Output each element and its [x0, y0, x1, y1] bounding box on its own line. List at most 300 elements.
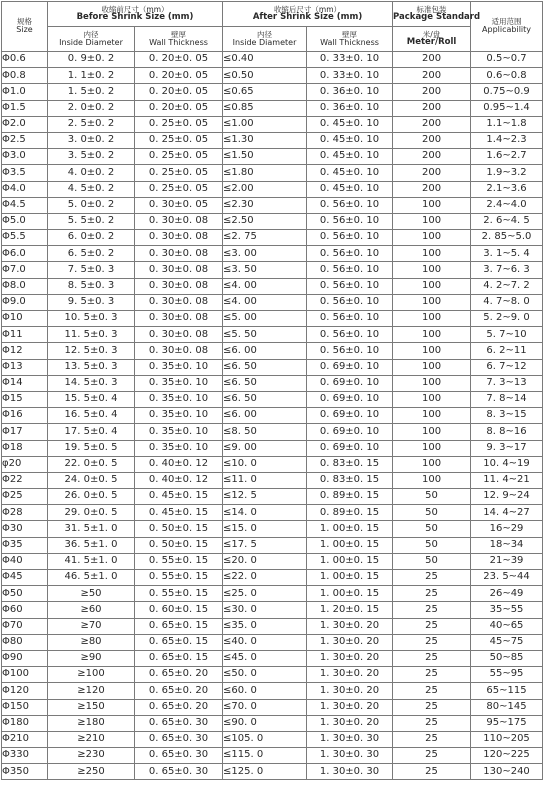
before-inside-cell: 22. 0±0. 5 — [48, 456, 135, 472]
before-inside-cell: 4. 5±0. 2 — [48, 181, 135, 197]
table-row — [2, 278, 543, 294]
table-row — [2, 391, 543, 407]
after-wall-cell: 0. 69±0. 10 — [307, 375, 393, 391]
before-wall-cell: 0. 30±0. 08 — [135, 311, 223, 327]
before-inside-cell: 6. 5±0. 2 — [48, 246, 135, 262]
meter-roll-cell: 25 — [393, 764, 471, 780]
applicability-cell: 80~145 — [471, 699, 543, 715]
size-cell: Φ8.0 — [2, 278, 48, 294]
package-header-en: Package Standard — [393, 12, 481, 23]
table-row — [2, 602, 543, 618]
before-wall-cell: 0. 30±0. 08 — [135, 213, 223, 229]
after-wall-cell: 1. 30±0. 30 — [307, 748, 393, 764]
meter-roll-cell: 25 — [393, 634, 471, 650]
size-cell: Φ3.5 — [2, 165, 48, 181]
after-shrink-header-cn: 收缩后尺寸（mm） — [273, 4, 342, 14]
before-wall-cell: 0. 20±0. 05 — [135, 68, 223, 84]
after-inside-cell: ≤2.50 — [223, 213, 307, 229]
table-row — [2, 262, 543, 278]
size-cell: Φ9.0 — [2, 294, 48, 310]
table-row — [2, 294, 543, 310]
after-wall-cell: 1. 00±0. 15 — [307, 537, 393, 553]
before-inside-cell: 16. 5±0. 4 — [48, 408, 135, 424]
after-wall-cell: 1. 30±0. 20 — [307, 650, 393, 666]
before-inside-cell: 1. 5±0. 2 — [48, 84, 135, 100]
after-inside-cell: ≤1.00 — [223, 116, 307, 132]
after-inside-cell: ≤1.30 — [223, 132, 307, 148]
after-inside-cell: ≤70. 0 — [223, 699, 307, 715]
before-wall-cell: 0. 20±0. 05 — [135, 84, 223, 100]
before-inside-cell: ≥210 — [48, 731, 135, 747]
meter-roll-cell: 100 — [393, 408, 471, 424]
meter-roll-cell: 100 — [393, 472, 471, 488]
before-shrink-header — [48, 2, 223, 27]
before-inside-cell: ≥230 — [48, 748, 135, 764]
applicability-cell: 65~115 — [471, 683, 543, 699]
size-cell: Φ0.6 — [2, 52, 48, 68]
before-wall-cell: 0. 65±0. 15 — [135, 618, 223, 634]
before-wall-cell: 0. 60±0. 15 — [135, 602, 223, 618]
before-inside-cell: 13. 5±0. 3 — [48, 359, 135, 375]
meter-roll-header-en: Meter/Roll — [406, 37, 457, 48]
after-inside-cell: ≤60. 0 — [223, 683, 307, 699]
meter-roll-cell: 100 — [393, 230, 471, 246]
after-wall-cell: 0. 69±0. 10 — [307, 408, 393, 424]
size-cell: Φ70 — [2, 618, 48, 634]
after-wall-cell: 0. 45±0. 10 — [307, 132, 393, 148]
meter-roll-cell: 100 — [393, 197, 471, 213]
after-wall-cell: 0. 56±0. 10 — [307, 213, 393, 229]
before-inside-cell: 1. 1±0. 2 — [48, 68, 135, 84]
before-inside-cell: 14. 5±0. 3 — [48, 375, 135, 391]
before-inside-cell: 5. 5±0. 2 — [48, 213, 135, 229]
meter-roll-cell: 25 — [393, 618, 471, 634]
before-wall-cell: 0. 55±0. 15 — [135, 586, 223, 602]
table-row — [2, 132, 543, 148]
table-row — [2, 472, 543, 488]
applicability-cell: 1.9~3.2 — [471, 165, 543, 181]
size-cell: Φ4.0 — [2, 181, 48, 197]
size-cell: Φ3.0 — [2, 149, 48, 165]
after-wall-cell: 0. 56±0. 10 — [307, 197, 393, 213]
before-wall-cell: 0. 30±0. 08 — [135, 230, 223, 246]
after-wall-cell: 0. 69±0. 10 — [307, 359, 393, 375]
before-inside-cell: 3. 0±0. 2 — [48, 132, 135, 148]
size-cell: Φ5.5 — [2, 230, 48, 246]
before-inside-cell: ≥100 — [48, 667, 135, 683]
before-inside-header — [48, 27, 135, 52]
applicability-cell: 2.4~4.0 — [471, 197, 543, 213]
table-row — [2, 68, 543, 84]
before-wall-cell: 0. 55±0. 15 — [135, 570, 223, 586]
applicability-header — [471, 2, 543, 52]
after-wall-cell: 0. 69±0. 10 — [307, 440, 393, 456]
before-inside-cell: 19. 5±0. 5 — [48, 440, 135, 456]
meter-roll-cell: 25 — [393, 748, 471, 764]
after-wall-cell: 0. 89±0. 15 — [307, 505, 393, 521]
size-cell: Φ6.0 — [2, 246, 48, 262]
after-shrink-header-en: After Shrink Size (mm) — [252, 12, 363, 23]
before-inside-cell: 2. 5±0. 2 — [48, 116, 135, 132]
meter-roll-cell: 200 — [393, 149, 471, 165]
table-row — [2, 764, 543, 780]
applicability-cell: 0.5~0.7 — [471, 52, 543, 68]
after-inside-cell: ≤35. 0 — [223, 618, 307, 634]
applicability-cell: 18~34 — [471, 537, 543, 553]
before-wall-cell: 0. 55±0. 15 — [135, 553, 223, 569]
before-wall-cell: 0. 65±0. 20 — [135, 667, 223, 683]
before-inside-cell: 41. 5±1. 0 — [48, 553, 135, 569]
size-header — [2, 2, 48, 52]
after-inside-header-cn: 内径 — [257, 29, 272, 39]
before-inside-header-en: Inside Diameter — [59, 37, 123, 47]
meter-roll-cell: 100 — [393, 327, 471, 343]
table-row — [2, 683, 543, 699]
after-wall-cell: 0. 36±0. 10 — [307, 100, 393, 116]
size-cell: Φ90 — [2, 650, 48, 666]
after-shrink-header — [223, 2, 393, 27]
before-wall-header-cn: 壁厚 — [171, 29, 186, 39]
meter-roll-cell: 25 — [393, 731, 471, 747]
after-wall-cell: 1. 30±0. 20 — [307, 618, 393, 634]
after-inside-cell: ≤6. 50 — [223, 359, 307, 375]
before-inside-cell: 7. 5±0. 3 — [48, 262, 135, 278]
after-inside-cell: ≤2.00 — [223, 181, 307, 197]
before-wall-cell: 0. 25±0. 05 — [135, 165, 223, 181]
applicability-cell: 7. 3~13 — [471, 375, 543, 391]
size-cell: Φ180 — [2, 715, 48, 731]
applicability-cell: 2. 6~4. 5 — [471, 213, 543, 229]
size-cell: Φ2.0 — [2, 116, 48, 132]
meter-roll-cell: 25 — [393, 699, 471, 715]
after-wall-cell: 1. 30±0. 20 — [307, 634, 393, 650]
after-inside-cell: ≤17. 5 — [223, 537, 307, 553]
size-cell: Φ120 — [2, 683, 48, 699]
size-cell: Φ35 — [2, 537, 48, 553]
after-inside-cell: ≤14. 0 — [223, 505, 307, 521]
meter-roll-cell: 200 — [393, 165, 471, 181]
table-row — [2, 650, 543, 666]
meter-roll-cell: 100 — [393, 343, 471, 359]
size-cell: Φ5.0 — [2, 213, 48, 229]
meter-roll-cell: 200 — [393, 116, 471, 132]
after-inside-cell: ≤6. 00 — [223, 343, 307, 359]
before-inside-cell: 29. 0±0. 5 — [48, 505, 135, 521]
table-row — [2, 359, 543, 375]
before-wall-cell: 0. 30±0. 08 — [135, 294, 223, 310]
size-cell: Φ17 — [2, 424, 48, 440]
before-wall-cell: 0. 65±0. 15 — [135, 634, 223, 650]
after-wall-cell: 1. 00±0. 15 — [307, 570, 393, 586]
meter-roll-cell: 25 — [393, 715, 471, 731]
applicability-cell: 26~49 — [471, 586, 543, 602]
size-cell: Φ60 — [2, 602, 48, 618]
applicability-cell: 0.6~0.8 — [471, 68, 543, 84]
before-wall-cell: 0. 35±0. 10 — [135, 408, 223, 424]
size-cell: Φ7.0 — [2, 262, 48, 278]
after-inside-cell: ≤1.80 — [223, 165, 307, 181]
table-row — [2, 424, 543, 440]
before-wall-cell: 0. 65±0. 20 — [135, 683, 223, 699]
size-cell: Φ15 — [2, 391, 48, 407]
before-wall-cell: 0. 25±0. 05 — [135, 149, 223, 165]
before-wall-cell: 0. 45±0. 15 — [135, 489, 223, 505]
applicability-cell: 8. 3~15 — [471, 408, 543, 424]
after-inside-cell: ≤5. 50 — [223, 327, 307, 343]
meter-roll-cell: 25 — [393, 650, 471, 666]
after-wall-cell: 1. 00±0. 15 — [307, 586, 393, 602]
applicability-cell: 55~95 — [471, 667, 543, 683]
size-cell: Φ40 — [2, 553, 48, 569]
meter-roll-cell: 200 — [393, 52, 471, 68]
meter-roll-cell: 25 — [393, 667, 471, 683]
before-inside-cell: ≥60 — [48, 602, 135, 618]
after-wall-cell: 0. 33±0. 10 — [307, 52, 393, 68]
table-row — [2, 731, 543, 747]
size-cell: Φ330 — [2, 748, 48, 764]
meter-roll-cell: 200 — [393, 100, 471, 116]
before-inside-cell: ≥150 — [48, 699, 135, 715]
before-wall-cell: 0. 40±0. 12 — [135, 472, 223, 488]
table-row — [2, 537, 543, 553]
size-cell: Φ45 — [2, 570, 48, 586]
before-shrink-header-en: Before Shrink Size (mm) — [76, 12, 194, 23]
table-row — [2, 213, 543, 229]
applicability-cell: 110~205 — [471, 731, 543, 747]
before-inside-cell: ≥250 — [48, 764, 135, 780]
before-wall-cell: 0. 65±0. 30 — [135, 764, 223, 780]
before-inside-cell: 10. 5±0. 3 — [48, 311, 135, 327]
after-inside-cell: ≤4. 00 — [223, 278, 307, 294]
after-inside-cell: ≤40. 0 — [223, 634, 307, 650]
after-wall-cell: 0. 56±0. 10 — [307, 230, 393, 246]
size-cell: Φ2.5 — [2, 132, 48, 148]
size-header-en: Size — [16, 25, 33, 35]
before-wall-cell: 0. 50±0. 15 — [135, 537, 223, 553]
applicability-cell: 2.1~3.6 — [471, 181, 543, 197]
table-row — [2, 197, 543, 213]
before-wall-cell: 0. 30±0. 08 — [135, 343, 223, 359]
applicability-cell: 3. 1~5. 4 — [471, 246, 543, 262]
table-row — [2, 699, 543, 715]
table-row — [2, 181, 543, 197]
after-wall-cell: 0. 56±0. 10 — [307, 327, 393, 343]
after-wall-cell: 1. 30±0. 20 — [307, 683, 393, 699]
table-row — [2, 311, 543, 327]
before-inside-cell: 5. 0±0. 2 — [48, 197, 135, 213]
after-inside-cell: ≤15. 0 — [223, 521, 307, 537]
table-row — [2, 52, 543, 68]
after-inside-cell: ≤45. 0 — [223, 650, 307, 666]
applicability-cell: 12. 9~24 — [471, 489, 543, 505]
after-inside-cell: ≤0.40 — [223, 52, 307, 68]
applicability-cell: 2. 85~5.0 — [471, 230, 543, 246]
size-cell: Φ10 — [2, 311, 48, 327]
meter-roll-cell: 100 — [393, 359, 471, 375]
after-inside-cell: ≤90. 0 — [223, 715, 307, 731]
before-wall-cell: 0. 50±0. 15 — [135, 521, 223, 537]
size-cell: Φ150 — [2, 699, 48, 715]
after-wall-cell: 0. 56±0. 10 — [307, 262, 393, 278]
after-inside-cell: ≤0.85 — [223, 100, 307, 116]
meter-roll-cell: 50 — [393, 521, 471, 537]
header-row-sub — [2, 27, 543, 52]
meter-roll-cell: 200 — [393, 181, 471, 197]
before-inside-cell: 4. 0±0. 2 — [48, 165, 135, 181]
size-cell: Φ30 — [2, 521, 48, 537]
before-inside-cell: 17. 5±0. 4 — [48, 424, 135, 440]
size-cell: Φ50 — [2, 586, 48, 602]
before-wall-header — [135, 27, 223, 52]
table-row — [2, 634, 543, 650]
applicability-cell: 6. 2~11 — [471, 343, 543, 359]
after-wall-cell: 1. 30±0. 30 — [307, 764, 393, 780]
after-wall-cell: 0. 83±0. 15 — [307, 456, 393, 472]
before-inside-cell: 9. 5±0. 3 — [48, 294, 135, 310]
after-wall-cell: 1. 00±0. 15 — [307, 521, 393, 537]
meter-roll-header — [393, 27, 471, 52]
before-wall-cell: 0. 65±0. 30 — [135, 715, 223, 731]
meter-roll-cell: 25 — [393, 570, 471, 586]
before-inside-cell: ≥120 — [48, 683, 135, 699]
before-wall-cell: 0. 35±0. 10 — [135, 359, 223, 375]
meter-roll-cell: 200 — [393, 68, 471, 84]
before-wall-cell: 0. 20±0. 05 — [135, 52, 223, 68]
table-row — [2, 230, 543, 246]
before-inside-cell: 24. 0±0. 5 — [48, 472, 135, 488]
size-cell: Φ14 — [2, 375, 48, 391]
after-inside-cell: ≤0.50 — [223, 68, 307, 84]
before-wall-cell: 0. 65±0. 30 — [135, 748, 223, 764]
size-cell: Φ80 — [2, 634, 48, 650]
size-cell: Φ210 — [2, 731, 48, 747]
before-inside-cell: 11. 5±0. 3 — [48, 327, 135, 343]
applicability-cell: 8. 8~16 — [471, 424, 543, 440]
table-row — [2, 84, 543, 100]
meter-roll-cell: 100 — [393, 424, 471, 440]
applicability-cell: 120~225 — [471, 748, 543, 764]
after-inside-cell: ≤3. 00 — [223, 246, 307, 262]
meter-roll-cell: 100 — [393, 440, 471, 456]
table-row — [2, 586, 543, 602]
after-wall-cell: 0. 56±0. 10 — [307, 278, 393, 294]
package-header-cn: 标准包装 — [416, 4, 447, 14]
size-cell: φ20 — [2, 456, 48, 472]
after-wall-cell: 1. 30±0. 30 — [307, 731, 393, 747]
before-inside-cell: 2. 0±0. 2 — [48, 100, 135, 116]
before-wall-cell: 0. 45±0. 15 — [135, 505, 223, 521]
after-wall-cell: 0. 36±0. 10 — [307, 84, 393, 100]
table-row — [2, 327, 543, 343]
size-cell: Φ12 — [2, 343, 48, 359]
after-wall-cell: 1. 00±0. 15 — [307, 553, 393, 569]
meter-roll-cell: 100 — [393, 456, 471, 472]
meter-roll-cell: 25 — [393, 683, 471, 699]
after-inside-cell: ≤3. 50 — [223, 262, 307, 278]
applicability-cell: 35~55 — [471, 602, 543, 618]
size-cell: Φ100 — [2, 667, 48, 683]
after-wall-cell: 0. 69±0. 10 — [307, 424, 393, 440]
before-inside-cell: 6. 0±0. 2 — [48, 230, 135, 246]
after-inside-header-en: Inside Diameter — [232, 37, 297, 47]
after-wall-cell: 1. 30±0. 20 — [307, 667, 393, 683]
meter-roll-cell: 100 — [393, 278, 471, 294]
after-inside-cell: ≤6. 00 — [223, 408, 307, 424]
meter-roll-cell: 100 — [393, 294, 471, 310]
table-row — [2, 116, 543, 132]
before-wall-cell: 0. 30±0. 05 — [135, 197, 223, 213]
applicability-cell: 6. 7~12 — [471, 359, 543, 375]
table-row — [2, 375, 543, 391]
before-wall-cell: 0. 40±0. 12 — [135, 456, 223, 472]
size-cell: Φ0.8 — [2, 68, 48, 84]
after-wall-cell: 0. 56±0. 10 — [307, 311, 393, 327]
table-body — [2, 52, 543, 780]
table-row — [2, 489, 543, 505]
meter-roll-cell: 25 — [393, 602, 471, 618]
table-row — [2, 149, 543, 165]
before-inside-cell: 3. 5±0. 2 — [48, 149, 135, 165]
table-row — [2, 100, 543, 116]
after-inside-cell: ≤125. 0 — [223, 764, 307, 780]
table-row — [2, 618, 543, 634]
size-cell: Φ16 — [2, 408, 48, 424]
before-wall-cell: 0. 30±0. 08 — [135, 327, 223, 343]
after-wall-cell: 1. 20±0. 15 — [307, 602, 393, 618]
table-row — [2, 408, 543, 424]
meter-roll-cell: 100 — [393, 262, 471, 278]
applicability-cell: 14. 4~27 — [471, 505, 543, 521]
spec-table — [1, 1, 543, 780]
after-wall-cell: 0. 33±0. 10 — [307, 68, 393, 84]
applicability-cell: 23. 5~44 — [471, 570, 543, 586]
table-row — [2, 246, 543, 262]
applicability-cell: 4. 7~8. 0 — [471, 294, 543, 310]
before-wall-cell: 0. 25±0. 05 — [135, 132, 223, 148]
after-wall-header — [307, 27, 393, 52]
size-cell: Φ350 — [2, 764, 48, 780]
before-inside-cell: 8. 5±0. 3 — [48, 278, 135, 294]
after-inside-cell: ≤10. 0 — [223, 456, 307, 472]
after-inside-cell: ≤50. 0 — [223, 667, 307, 683]
applicability-cell: 50~85 — [471, 650, 543, 666]
after-inside-cell: ≤6. 50 — [223, 391, 307, 407]
before-wall-cell: 0. 30±0. 08 — [135, 262, 223, 278]
before-inside-cell: 12. 5±0. 3 — [48, 343, 135, 359]
meter-roll-cell: 50 — [393, 537, 471, 553]
meter-roll-cell: 200 — [393, 84, 471, 100]
applicability-cell: 0.75~0.9 — [471, 84, 543, 100]
meter-roll-header-cn: 米/盘 — [422, 29, 441, 39]
applicability-cell: 1.6~2.7 — [471, 149, 543, 165]
before-inside-cell: 15. 5±0. 4 — [48, 391, 135, 407]
before-inside-cell: ≥80 — [48, 634, 135, 650]
size-cell: Φ18 — [2, 440, 48, 456]
applicability-cell: 7. 8~14 — [471, 391, 543, 407]
after-wall-cell: 0. 69±0. 10 — [307, 391, 393, 407]
before-wall-header-en: Wall Thickness — [149, 37, 208, 47]
after-inside-cell: ≤12. 5 — [223, 489, 307, 505]
before-wall-cell: 0. 20±0. 05 — [135, 100, 223, 116]
meter-roll-cell: 100 — [393, 391, 471, 407]
after-inside-cell: ≤2. 75 — [223, 230, 307, 246]
meter-roll-cell: 100 — [393, 213, 471, 229]
before-inside-cell: 36. 5±1. 0 — [48, 537, 135, 553]
before-inside-cell: 46. 5±1. 0 — [48, 570, 135, 586]
after-wall-cell: 0. 45±0. 10 — [307, 165, 393, 181]
after-wall-cell: 0. 45±0. 10 — [307, 149, 393, 165]
meter-roll-cell: 200 — [393, 132, 471, 148]
